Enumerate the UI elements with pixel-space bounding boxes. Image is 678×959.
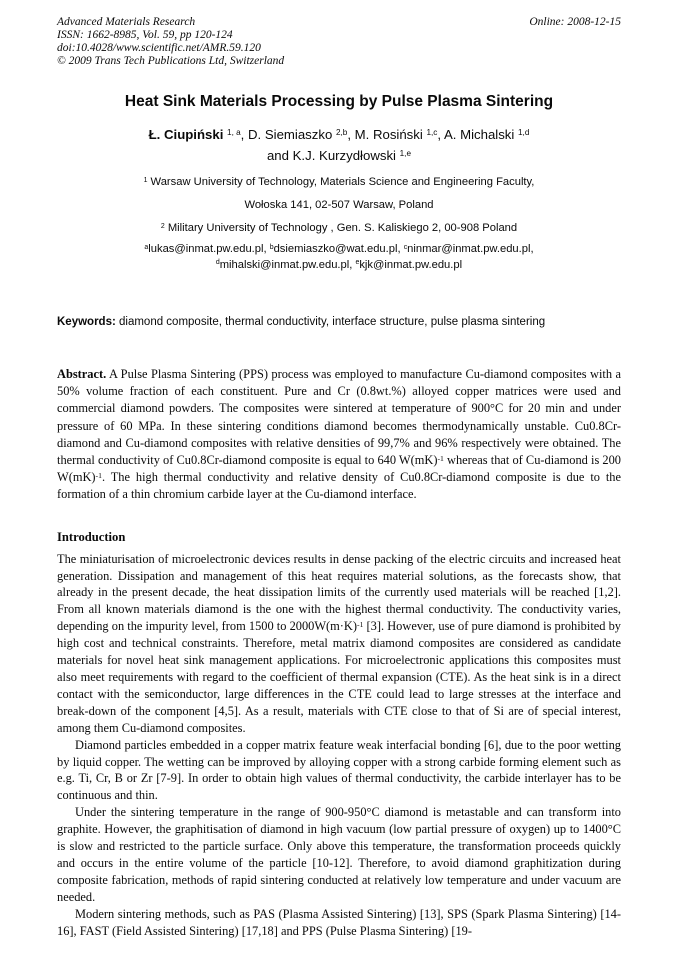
intro-paragraph-1 <box>57 551 621 737</box>
abstract-text: whereas that of Cu-diamond is 200 W(mK) <box>57 453 621 485</box>
email-line-1 <box>57 242 621 258</box>
authors-line-1 <box>57 124 621 145</box>
journal-name: Advanced Materials Research <box>57 16 196 28</box>
author-name: , D. Siemiaszko <box>240 127 336 142</box>
email-sup: d <box>215 259 220 267</box>
email-line-2 <box>57 258 621 274</box>
introduction-heading: Introduction <box>57 529 126 544</box>
email-sup: a <box>144 243 149 251</box>
email-sup: e <box>355 259 360 267</box>
author-affiliation-sup: 1, a <box>227 128 241 138</box>
keywords-label: Keywords: <box>57 316 116 328</box>
abstract-text: A Pulse Plasma Sintering (PPS) process was employed to manufacture Cu-diamond composites with a 50% volume fraction of each constituent. Pure and Cr (0.8wt.%) alloyed copper matrices were used and commercial diamond powders. The composites were sintered at temperature of 900°C for 20 min and under pressure of 60 MPa. In these sintering conditions diamond becomes thermodynamically unstable. Cu0.8Cr-diamond and Cu-diamond composites with relative densities of 99,7% and 96% respectively were obtained. The thermal conductivity of Cu0.8Cr-diamond composite is equal to 640 W(mK) <box>57 367 621 468</box>
issn-volume-line: ISSN: 1662-8985, Vol. 59, pp 120-124 <box>57 29 233 41</box>
superscript-exponent: -1 <box>95 470 102 480</box>
authors-line-2 <box>57 145 621 166</box>
affiliation-text: Military University of Technology , Gen. S. Kaliskiego 2, 00-908 Poland <box>164 222 518 234</box>
affiliation-sup: 1 <box>143 176 148 184</box>
author-list <box>57 124 621 166</box>
author-affiliation-sup: 1,d <box>518 128 530 138</box>
abstract-label: Abstract. <box>57 367 107 381</box>
affiliation-text: Warsaw University of Technology, Materials Science and Engineering Faculty, <box>147 176 535 188</box>
author-name: , A. Michalski <box>437 127 518 142</box>
affiliation-sup: 2 <box>160 222 165 230</box>
copyright-line: © 2009 Trans Tech Publications Ltd, Switzerland <box>57 55 285 67</box>
author-affiliation-sup: 1,c <box>426 128 438 138</box>
online-date: Online: 2008-12-15 <box>529 16 621 28</box>
intro-paragraph-3: Under the sintering temperature in the range of 900-950°C diamond is metastable and can transform into graphite. However, the graphitisation of diamond in high vacuum (low partial pressure of oxygen) up to 1400°C is slow and restricted to the particle surface. Only above this temperature, the transformation proceeds quickly and occurs in the entire volume of the particle [10-12]. Therefore, to avoid diamond graphitization during composite fabrication, methods of rapid sintering conducted at relatively low temperature and under vacuum are needed. <box>57 805 621 904</box>
keywords-text: diamond composite, thermal conductivity, interface structure, pulse plasma sintering <box>115 316 546 328</box>
affiliation-1 <box>57 175 621 189</box>
abstract-paragraph <box>57 366 621 504</box>
author-name: Ł. Ciupiński <box>148 127 228 142</box>
paragraph-text: The miniaturisation of microelectronic devices results in dense packing of the electric circuits and increased heat generation. Dissipation and management of this heat requires material solutions, as the forecasts show, that already in the present decade, the heat dissipation limits of the currently used materials will be reached [1,2]. From all known materials diamond is the one with the highest thermal conductivity. The conductivity varies, depending on the impurity level, from 1500 to 2000W(m·K) <box>57 551 621 634</box>
doi-line: doi:10.4028/www.scientific.net/AMR.59.120 <box>57 42 261 54</box>
keywords-line <box>57 315 621 330</box>
email-address: ninmar@inmat.pw.edu.pl, <box>407 243 534 255</box>
affiliation-text: Wołoska 141, 02-507 Warsaw, Poland <box>244 199 434 211</box>
email-address: kjk@inmat.pw.edu.pl <box>359 258 463 271</box>
publication-info <box>57 16 284 68</box>
email-address: dsiemiaszko@wat.edu.pl, <box>273 243 404 255</box>
publication-header <box>57 16 621 68</box>
email-address: mihalski@inmat.pw.edu.pl, <box>219 258 356 271</box>
affiliation-1-address <box>57 198 621 212</box>
affiliations <box>57 175 621 235</box>
affiliation-2 <box>57 221 621 235</box>
author-affiliation-sup: 1,e <box>399 149 412 159</box>
intro-paragraph-4: Modern sintering methods, such as PAS (Plasma Assisted Sintering) [13], SPS (Spark Plasma Sintering) [14-16], FAST (Field Assisted Sintering) [17,18] and PPS (Pulse Plasma Sintering) [19- <box>57 906 621 938</box>
superscript-exponent: -1 <box>357 619 364 629</box>
author-emails <box>57 242 621 273</box>
author-name: and K.J. Kurzydłowski <box>266 148 400 163</box>
email-sup: c <box>403 243 408 251</box>
abstract-text: . The high thermal conductivity and relative density of Cu0.8Cr-diamond composite is due to the formation of a thin chromium carbide layer at the Cu-diamond interface. <box>57 470 621 502</box>
superscript-exponent: -1 <box>437 453 444 463</box>
intro-paragraph-2: Diamond particles embedded in a copper matrix feature weak interfacial bonding [6], due to the poor wetting by liquid copper. The wetting can be improved by alloying copper with a strong carbide forming element such as e.g. Ti, Cr, B or Zr [7-9]. In order to obtain high values of thermal conductivity, the carbide interlayer has to be continuous and thin. <box>57 737 621 803</box>
email-sup: b <box>269 243 274 251</box>
paragraph-text: [3]. However, use of pure diamond is prohibited by high cost and technical constraints. Therefore, metal matrix diamond composites are considered as candidate materials for novel heat sink management applications. For microelectronic applications this composites must also meet requirements with regard to the coefficient of thermal expansion (CTE). As the heat sink is in a direct contact with the semiconductor, large differences in the CTE could lead to large stresses at the interface and break-down of the component [4,5]. As a result, materials with CTE close to that of Si are of special interest, among them Cu-diamond composites. <box>57 619 621 735</box>
author-affiliation-sup: 2,b <box>335 128 348 138</box>
email-address: lukas@inmat.pw.edu.pl, <box>148 243 270 255</box>
paper-title: Heat Sink Materials Processing by Pulse Plasma Sintering <box>124 93 554 110</box>
author-name: , M. Rosiński <box>347 127 427 142</box>
